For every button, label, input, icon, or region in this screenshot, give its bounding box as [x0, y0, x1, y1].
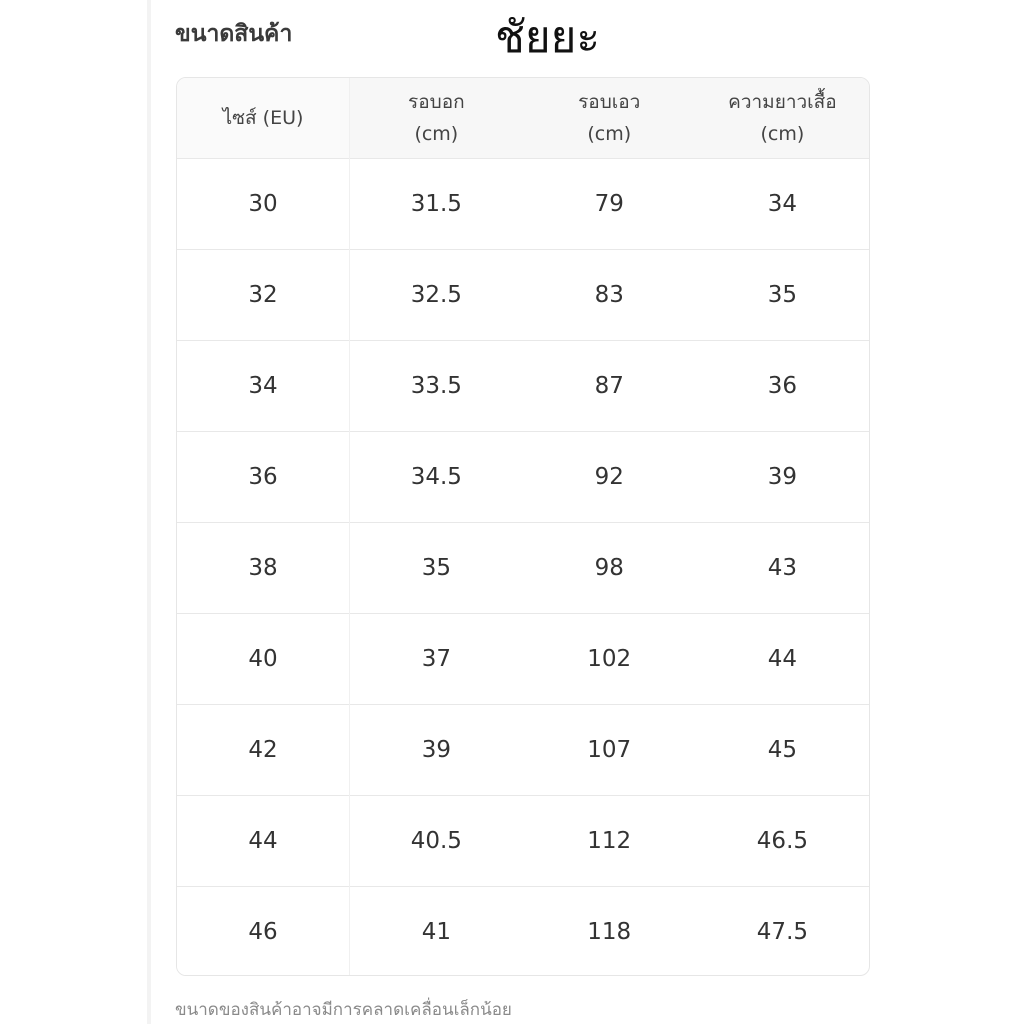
cell-size: 38: [177, 523, 350, 614]
cell-size: 42: [177, 705, 350, 796]
cell-waist: 102: [523, 614, 696, 705]
table-row: [177, 432, 869, 523]
table-row: [177, 705, 869, 796]
cell-waist: 107: [523, 705, 696, 796]
header-chest: [350, 78, 523, 159]
header-chest-label: รอบอก: [408, 91, 465, 113]
cell-size: 36: [177, 432, 350, 523]
header-length: [696, 78, 869, 159]
header-size-label: ไซส์ (EU): [222, 107, 304, 129]
cell-chest: 40.5: [350, 796, 523, 887]
cell-chest: 37: [350, 614, 523, 705]
table-row: [177, 523, 869, 614]
table-row: [177, 341, 869, 432]
cell-size: 30: [177, 159, 350, 250]
brand-name: ชัยยะ: [495, 12, 601, 63]
cell-length: 44: [696, 614, 869, 705]
size-chart-table: [176, 77, 870, 976]
cell-length: 39: [696, 432, 869, 523]
left-divider: [147, 0, 151, 1024]
cell-waist: 79: [523, 159, 696, 250]
cell-chest: 34.5: [350, 432, 523, 523]
cell-waist: 92: [523, 432, 696, 523]
cell-chest: 31.5: [350, 159, 523, 250]
header-waist: [523, 78, 696, 159]
cell-size: 44: [177, 796, 350, 887]
table-row: [177, 159, 869, 250]
cell-chest: 32.5: [350, 250, 523, 341]
cell-size: 34: [177, 341, 350, 432]
table-row: [177, 250, 869, 341]
cell-chest: 41: [350, 887, 523, 977]
table-header-row: [177, 78, 869, 159]
header-length-label: ความยาวเสื้อ: [728, 91, 837, 113]
table-row: [177, 887, 869, 977]
cell-length: 36: [696, 341, 869, 432]
header-size: [177, 78, 350, 159]
cell-size: 40: [177, 614, 350, 705]
cell-length: 34: [696, 159, 869, 250]
cell-waist: 112: [523, 796, 696, 887]
page-title: ขนาดสินค้า: [175, 21, 293, 47]
table-body: [177, 159, 869, 977]
cell-waist: 118: [523, 887, 696, 977]
cell-length: 46.5: [696, 796, 869, 887]
cell-chest: 33.5: [350, 341, 523, 432]
table-row: [177, 614, 869, 705]
cell-size: 32: [177, 250, 350, 341]
header-chest-unit: (cm): [414, 123, 459, 145]
cell-chest: 39: [350, 705, 523, 796]
cell-waist: 83: [523, 250, 696, 341]
cell-waist: 98: [523, 523, 696, 614]
cell-waist: 87: [523, 341, 696, 432]
header-waist-unit: (cm): [587, 123, 632, 145]
header-waist-label: รอบเอว: [578, 91, 641, 113]
table-row: [177, 796, 869, 887]
cell-size: 46: [177, 887, 350, 977]
cell-chest: 35: [350, 523, 523, 614]
size-disclaimer: ขนาดของสินค้าอาจมีการคลาดเคลื่อนเล็กน้อย: [175, 1000, 512, 1020]
header-length-unit: (cm): [760, 123, 805, 145]
cell-length: 43: [696, 523, 869, 614]
cell-length: 35: [696, 250, 869, 341]
cell-length: 45: [696, 705, 869, 796]
cell-length: 47.5: [696, 887, 869, 977]
